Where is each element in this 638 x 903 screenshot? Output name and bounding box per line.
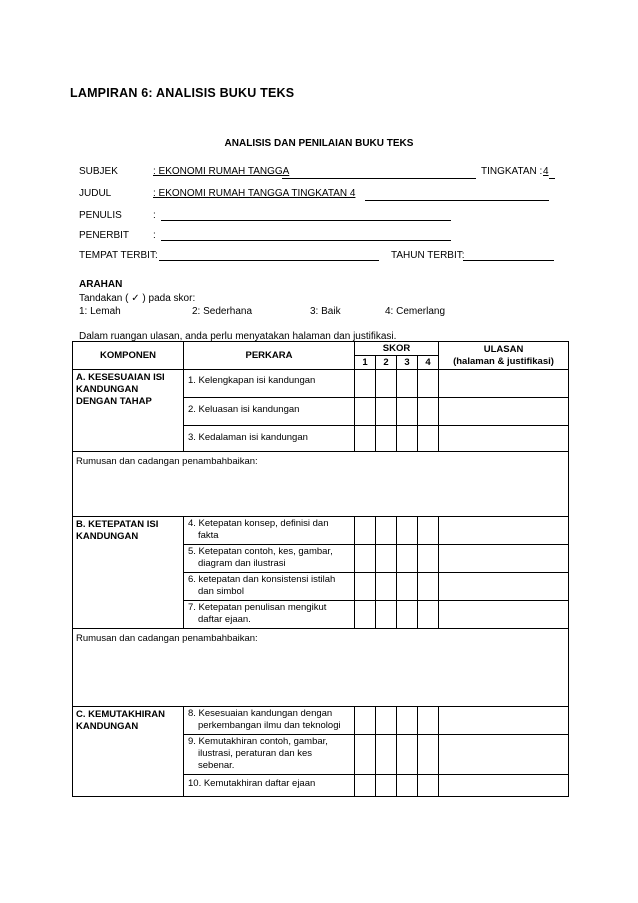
arahan-title: ARAHAN [79, 279, 123, 290]
tingkatan-underline [549, 178, 555, 179]
skor-5-1[interactable] [355, 545, 376, 573]
ulasan-10[interactable] [439, 775, 569, 797]
subjek-underline [282, 178, 476, 179]
perkara-4-line-2: fakta [198, 530, 219, 541]
perkara-4 [184, 517, 355, 545]
skor-3-4[interactable] [418, 426, 439, 452]
rumusan-a[interactable]: Rumusan dan cadangan penambahbaikan: [73, 452, 569, 517]
skor-4-4[interactable] [418, 517, 439, 545]
skor-4-1[interactable] [355, 517, 376, 545]
skor-9-1[interactable] [355, 735, 376, 775]
tingkatan-label: TINGKATAN : [481, 166, 543, 177]
penerbit-line [161, 240, 451, 241]
ulasan-8[interactable] [439, 707, 569, 735]
perkara-8-line-1: 8. Kesesuaian kandungan dengan [188, 708, 333, 719]
skor-2-2[interactable] [376, 398, 397, 426]
skor-2-4[interactable] [418, 398, 439, 426]
skor-1-1[interactable] [355, 370, 376, 398]
subjek-label: SUBJEK [79, 166, 118, 177]
perkara-9 [184, 735, 355, 775]
penulis-line [161, 220, 451, 221]
perkara-7-line-2: daftar ejaan. [198, 614, 251, 625]
header-komponen: KOMPONEN [73, 342, 184, 370]
skor-7-3[interactable] [397, 601, 418, 629]
ulasan-2[interactable] [439, 398, 569, 426]
skor-10-1[interactable] [355, 775, 376, 797]
perkara-6-line-1: 6. ketepatan dan konsistensi istilah [188, 574, 336, 585]
perkara-7-line-1: 7. Ketepatan penulisan mengikut [188, 602, 327, 613]
judul-label: JUDUL [79, 188, 112, 199]
score-legend-1: 1: Lemah [79, 306, 121, 317]
skor-2-3[interactable] [397, 398, 418, 426]
penulis-label: PENULIS [79, 210, 122, 221]
skor-7-1[interactable] [355, 601, 376, 629]
appendix-heading: LAMPIRAN 6: ANALISIS BUKU TEKS [70, 86, 295, 100]
komponen-a-line-3: DENGAN TAHAP [76, 396, 152, 407]
perkara-9-line-1: 9. Kemutakhiran contoh, gambar, [188, 736, 328, 747]
ulasan-3[interactable] [439, 426, 569, 452]
skor-6-1[interactable] [355, 573, 376, 601]
perkara-1: 1. Kelengkapan isi kandungan [184, 370, 355, 398]
perkara-6 [184, 573, 355, 601]
perkara-9-line-2: ilustrasi, peraturan dan kes [198, 748, 313, 759]
score-legend-3: 3: Baik [310, 306, 341, 317]
perkara-8 [184, 707, 355, 735]
judul-underline [365, 200, 549, 201]
komponen-a [73, 370, 184, 452]
skor-8-1[interactable] [355, 707, 376, 735]
tempat-terbit-label: TEMPAT TERBIT: [79, 250, 158, 261]
header-ulasan-subtitle: (halaman & justifikasi) [453, 355, 554, 367]
skor-5-4[interactable] [418, 545, 439, 573]
tingkatan-value: 4 [543, 166, 549, 177]
skor-10-4[interactable] [418, 775, 439, 797]
skor-6-2[interactable] [376, 573, 397, 601]
perkara-5-line-1: 5. Ketepatan contoh, kes, gambar, [188, 546, 333, 557]
skor-8-2[interactable] [376, 707, 397, 735]
judul-value: : EKONOMI RUMAH TANGGA TINGKATAN 4 [153, 188, 356, 199]
skor-5-2[interactable] [376, 545, 397, 573]
skor-10-2[interactable] [376, 775, 397, 797]
score-legend-2: 2: Sederhana [192, 306, 253, 317]
perkara-2: 2. Keluasan isi kandungan [184, 398, 355, 426]
header-ulasan [439, 342, 569, 370]
skor-4-3[interactable] [397, 517, 418, 545]
ulasan-1[interactable] [439, 370, 569, 398]
skor-1-3[interactable] [397, 370, 418, 398]
skor-1-4[interactable] [418, 370, 439, 398]
arahan-instruction: Tandakan ( ✓ ) pada skor: [79, 293, 196, 304]
skor-4-2[interactable] [376, 517, 397, 545]
document-title: ANALISIS DAN PENILAIAN BUKU TEKS [224, 138, 414, 149]
perkara-8-line-2: perkembangan ilmu dan teknologi [198, 720, 341, 731]
score-legend-4: 4: Cemerlang [385, 306, 446, 317]
skor-1-2[interactable] [376, 370, 397, 398]
perkara-5-line-2: diagram dan ilustrasi [198, 558, 286, 569]
skor-6-4[interactable] [418, 573, 439, 601]
skor-8-4[interactable] [418, 707, 439, 735]
header-skor-3: 3 [397, 356, 418, 370]
skor-9-2[interactable] [376, 735, 397, 775]
tahun-terbit-line [463, 260, 554, 261]
perkara-5 [184, 545, 355, 573]
perkara-9-line-3: sebenar. [198, 760, 235, 771]
header-skor-1: 1 [355, 356, 376, 370]
ulasan-4[interactable] [439, 517, 569, 545]
header-skor-2: 2 [376, 356, 397, 370]
ulasan-9[interactable] [439, 735, 569, 775]
perkara-3: 3. Kedalaman isi kandungan [184, 426, 355, 452]
komponen-b [73, 517, 184, 629]
skor-9-4[interactable] [418, 735, 439, 775]
skor-6-3[interactable] [397, 573, 418, 601]
skor-3-1[interactable] [355, 426, 376, 452]
skor-3-3[interactable] [397, 426, 418, 452]
skor-8-3[interactable] [397, 707, 418, 735]
komponen-b-line-1: B. KETEPATAN ISI [76, 519, 159, 530]
komponen-c-line-2: KANDUNGAN [76, 721, 139, 732]
komponen-a-line-1: A. KESESUAIAN ISI [76, 372, 165, 383]
komponen-c [73, 707, 184, 797]
ulasan-7[interactable] [439, 601, 569, 629]
rumusan-b[interactable]: Rumusan dan cadangan penambahbaikan: [73, 629, 569, 707]
subjek-value: : EKONOMI RUMAH TANGGA [153, 166, 290, 177]
skor-7-2[interactable] [376, 601, 397, 629]
header-skor: SKOR [355, 342, 439, 356]
header-ulasan-title: ULASAN [483, 343, 524, 355]
perkara-6-line-2: dan simbol [198, 586, 244, 597]
assessment-table [72, 341, 569, 797]
penerbit-label: PENERBIT [79, 230, 130, 241]
komponen-c-line-1: C. KEMUTAKHIRAN [76, 709, 166, 720]
skor-5-3[interactable] [397, 545, 418, 573]
skor-9-3[interactable] [397, 735, 418, 775]
ulasan-note: Dalam ruangan ulasan, anda perlu menyatakan halaman dan justifikasi. [79, 331, 397, 342]
perkara-4-line-1: 4. Ketepatan konsep, definisi dan [188, 518, 329, 529]
perkara-7 [184, 601, 355, 629]
skor-3-2[interactable] [376, 426, 397, 452]
tempat-terbit-line [159, 260, 379, 261]
header-skor-4: 4 [418, 356, 439, 370]
komponen-a-line-2: KANDUNGAN [76, 384, 139, 395]
ulasan-5[interactable] [439, 545, 569, 573]
skor-7-4[interactable] [418, 601, 439, 629]
tahun-terbit-label: TAHUN TERBIT: [391, 250, 465, 261]
ulasan-6[interactable] [439, 573, 569, 601]
penerbit-colon: : [153, 230, 156, 241]
perkara-10: 10. Kemutakhiran daftar ejaan [184, 775, 355, 797]
penulis-colon: : [153, 210, 156, 221]
skor-2-1[interactable] [355, 398, 376, 426]
skor-10-3[interactable] [397, 775, 418, 797]
komponen-b-line-2: KANDUNGAN [76, 531, 139, 542]
header-perkara: PERKARA [184, 342, 355, 370]
